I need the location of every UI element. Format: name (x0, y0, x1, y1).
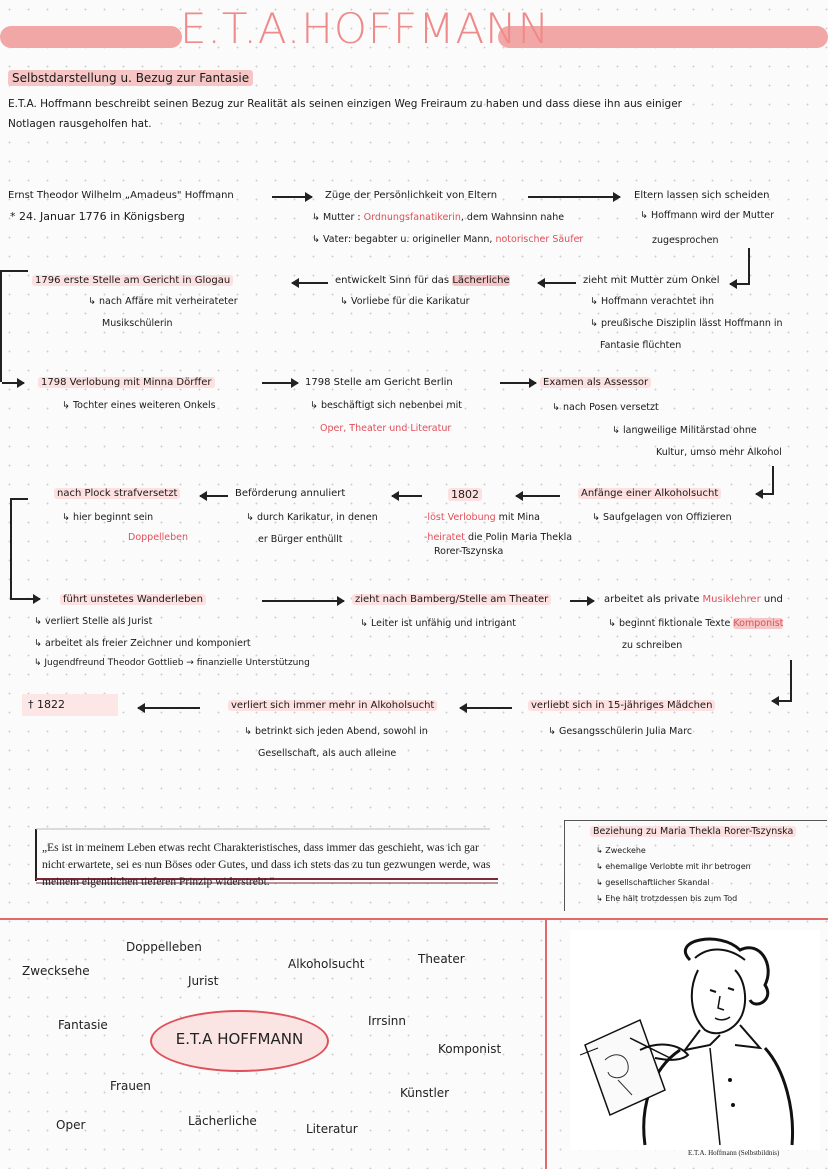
berlin-sub-2: Oper, Theater und Literatur (320, 423, 452, 434)
arrow (516, 495, 560, 497)
first-job: 1796 erste Stelle am Gericht in Glogau (32, 275, 233, 286)
wordcloud-word: Irrsinn (368, 1014, 406, 1028)
arrow (528, 196, 620, 198)
divider (0, 918, 828, 920)
intro-line-1: E.T.A. Hoffmann beschreibt seinen Bezug zur Realität als seinen einzigen Weg Freiraum zu haben und dass diese ihn aus einiger (8, 98, 682, 110)
wordcloud-center: E.T.A HOFFMANN (150, 1010, 329, 1072)
wordcloud-word: Zwecksehe (22, 964, 90, 978)
wordcloud-word: Künstler (400, 1086, 450, 1100)
wordcloud-word: Theater (418, 952, 465, 966)
exam-sub-3: Kultur, umso mehr Alkohol (656, 447, 782, 458)
music-teacher: arbeitet als private Musiklehrer und (604, 594, 783, 605)
marriage-item-4: ↳ Ehe hält trotzdessen bis zum Tod (596, 894, 738, 903)
uncle-move: zieht mit Mutter zum Onkel (583, 275, 720, 286)
wander-sub-3: ↳ Jugendfreund Theodor Gottlieb → finanzielle Unterstützung (34, 658, 310, 668)
first-job-sub-1: ↳ nach Affäre mit verheirateter (88, 296, 238, 307)
assessor-exam: Examen als Assessor (540, 377, 651, 388)
sense-sub: ↳ Vorliebe für die Karikatur (340, 296, 470, 307)
connector (0, 270, 2, 382)
alcohol-start-sub: ↳ Saufgelagen von Offizieren (592, 512, 732, 523)
mother-note: ↳ Mutter : Ordnungsfanatikerin, dem Wahnsinn nahe (312, 212, 565, 223)
connector (748, 248, 750, 284)
engagement: 1798 Verlobung mit Minna Dörffer (38, 377, 215, 388)
divorce: Eltern lassen sich scheiden (634, 190, 770, 201)
decline-sub-2: Gesellschaft, als auch alleine (258, 748, 397, 759)
arrow (730, 283, 750, 285)
love-sub: ↳ Gesangsschülerin Julia Marc (548, 726, 693, 737)
arrow (2, 382, 24, 384)
teacher-sub-1: ↳ beginnt fiktionale Texte Komponist (608, 618, 784, 629)
wander-sub-1: ↳ verliert Stelle als Jurist (34, 616, 153, 627)
wordcloud-word: Fantasie (58, 1018, 108, 1032)
engagement-sub: ↳ Tochter eines weiteren Onkels (62, 400, 216, 411)
arrow (538, 282, 576, 284)
wander-sub-2: ↳ arbeitet als freier Zeichner und komponiert (34, 638, 251, 649)
connector (10, 498, 28, 500)
traits-heading: Züge der Persönlichkeit von Eltern (325, 190, 498, 201)
berlin-job: 1798 Stelle am Gericht Berlin (305, 377, 453, 388)
sense-for-ridiculous: entwickelt Sinn für das Lächerliche (335, 275, 510, 286)
uncle-sub-1: ↳ Hoffmann verachtet ihn (590, 296, 715, 307)
uncle-sub-3: Fantasie flüchten (600, 340, 682, 351)
year-sub-2: -heiratet die Polin Maria Thekla (424, 532, 573, 543)
marriage-item-1: ↳ Zweckehe (596, 846, 646, 855)
divorce-sub-2: zugesprochen (652, 235, 719, 246)
plock: nach Plock strafversetzt (54, 488, 180, 499)
wordcloud-word: Doppelleben (126, 940, 202, 954)
wordcloud-word: Frauen (110, 1079, 151, 1093)
promotion-sub-1: ↳ durch Karikatur, in denen (246, 512, 378, 523)
portrait-caption: E.T.A. Hoffmann (Selbstbildnis) (688, 1149, 780, 1157)
exam-sub-2: ↳ langweilige Militärstad ohne (612, 425, 757, 436)
marriage-item-3: ↳ gesellschaftlicher Skandal (596, 878, 710, 887)
father-note: ↳ Vater: begabter u. origineller Mann, notorischer Säufer (312, 234, 584, 245)
divider (545, 918, 547, 1169)
arrow (772, 700, 792, 702)
title-band-left (0, 26, 182, 48)
year-sub-1: -löst Verlobung mit Mina (424, 512, 540, 523)
connector (790, 660, 792, 700)
arrow (392, 495, 422, 497)
teacher-sub-2: zu schreiben (622, 640, 683, 651)
arrow (570, 600, 594, 602)
decline-sub-1: ↳ betrinkt sich jeden Abend, sowohl in (244, 726, 428, 737)
arrow (138, 707, 200, 709)
hoffmann-quote: „Es ist in meinem Leben etwas recht Charakteristisches, dass immer das geschieht, was ich gar nicht erwartete, sei es nun Böses oder Gutes, und dass ich stets das zu tun gezwungen werde, was meinem eigentlichen tieferen Prinzip widerstrebt." (42, 842, 491, 888)
alcohol-start: Anfänge einer Alkoholsucht (578, 488, 721, 499)
plock-sub-1: ↳ hier beginnt sein (62, 512, 154, 523)
falls-in-love: verliebt sich in 15-jähriges Mädchen (528, 700, 715, 711)
birth-date: * 24. Januar 1776 in Königsberg (10, 210, 185, 223)
year-sub-3: Rorer-Tszynska (434, 546, 504, 557)
bamberg-sub: ↳ Leiter ist unfähig und intrigant (360, 618, 516, 629)
page-title: E.T.A.HOFFMANN (180, 4, 551, 53)
divorce-sub-1: ↳ Hoffmann wird der Mutter (640, 210, 775, 221)
alcohol-decline: verliert sich immer mehr in Alkoholsucht (228, 700, 437, 711)
wordcloud-word: Alkoholsucht (288, 957, 365, 971)
promotion: Beförderung annuliert (235, 488, 346, 499)
arrow (756, 493, 774, 495)
death-year: † 1822 (22, 694, 118, 716)
marriage-title: Beziehung zu Maria Thekla Rorer-Tszynska (590, 826, 796, 837)
arrow (10, 598, 40, 600)
arrow (500, 382, 536, 384)
connector (10, 498, 12, 598)
wordcloud-word: Lächerliche (188, 1114, 257, 1128)
year-1802: 1802 (448, 488, 482, 501)
wander-life: führt unstetes Wanderleben (60, 594, 206, 605)
wordcloud-word: Komponist (438, 1042, 502, 1056)
arrow (200, 495, 228, 497)
connector (772, 466, 774, 494)
wordcloud-word: Oper (56, 1118, 86, 1132)
bamberg: zieht nach Bamberg/Stelle am Theater (352, 594, 551, 605)
intro-heading: Selbstdarstellung u. Bezug zur Fantasie (8, 70, 253, 86)
intro-line-2: Notlagen rausgeholfen hat. (8, 118, 152, 130)
arrow (262, 600, 344, 602)
wordcloud-word: Jurist (188, 974, 219, 988)
first-job-sub-2: Musikschülerin (102, 318, 173, 329)
marriage-item-2: ↳ ehemalige Verlobte mit ihr betrogen (596, 862, 751, 871)
full-name: Ernst Theodor Wilhelm „Amadeus" Hoffmann (8, 190, 234, 201)
portrait-sketch (570, 930, 820, 1150)
uncle-sub-2: ↳ preußische Disziplin lässt Hoffmann in (590, 318, 783, 329)
exam-sub-1: ↳ nach Posen versetzt (552, 402, 659, 413)
arrow (292, 282, 328, 284)
connector (0, 270, 28, 272)
wordcloud-word: Literatur (306, 1122, 358, 1136)
arrow (272, 196, 312, 198)
arrow (262, 382, 298, 384)
promotion-sub-2: er Bürger enthüllt (258, 534, 343, 545)
berlin-sub-1: ↳ beschäftigt sich nebenbei mit (310, 400, 462, 411)
arrow (460, 707, 512, 709)
plock-sub-2: Doppelleben (128, 532, 189, 543)
